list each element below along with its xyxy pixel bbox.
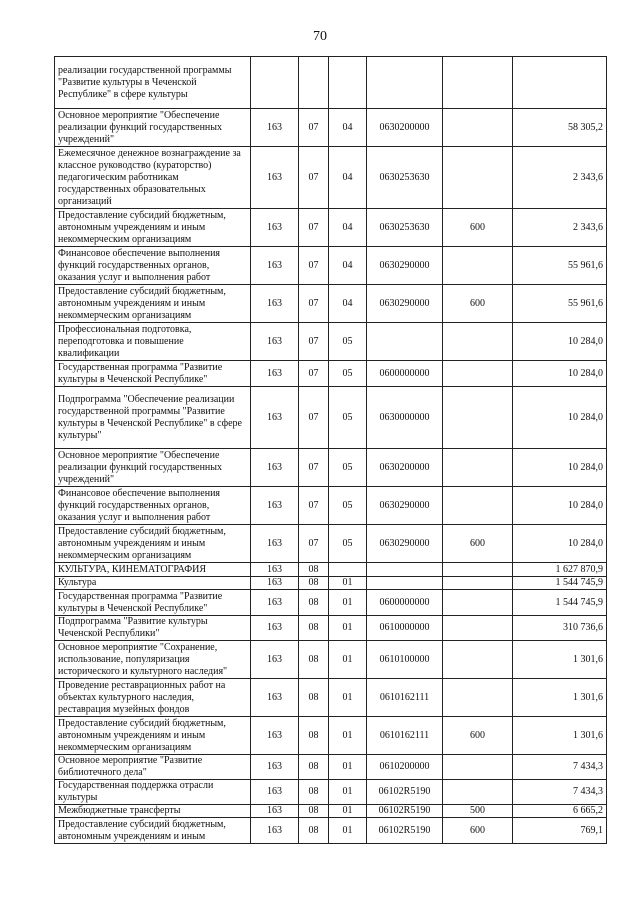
grbs-code-cell: 163 xyxy=(251,641,299,679)
expense-type-cell xyxy=(443,755,513,780)
section-code-cell: 07 xyxy=(299,449,329,487)
row-name-cell: Государственная программа "Развитие культуры в Чеченской Республике" xyxy=(55,361,251,387)
row-name-cell: Финансовое обеспечение выполнения функций государственных органов, оказания услуг и выполнения работ xyxy=(55,487,251,525)
grbs-code-cell: 163 xyxy=(251,679,299,717)
row-name-cell: Межбюджетные трансферты xyxy=(55,805,251,818)
grbs-code-cell: 163 xyxy=(251,805,299,818)
table-row xyxy=(55,285,607,323)
section-code-cell: 08 xyxy=(299,641,329,679)
section-code-cell: 08 xyxy=(299,717,329,755)
section-code-cell: 07 xyxy=(299,247,329,285)
grbs-code-cell: 163 xyxy=(251,818,299,844)
section-code-cell: 07 xyxy=(299,361,329,387)
section-code-cell: 08 xyxy=(299,780,329,805)
expense-type-cell: 600 xyxy=(443,717,513,755)
target-article-cell: 0610162111 xyxy=(367,679,443,717)
section-code-cell: 08 xyxy=(299,818,329,844)
row-name-cell: Основное мероприятие "Сохранение, использование, популяризация исторического и культурного наследия" xyxy=(55,641,251,679)
grbs-code-cell xyxy=(251,57,299,109)
expense-type-cell xyxy=(443,387,513,449)
table-row xyxy=(55,818,607,844)
grbs-code-cell: 163 xyxy=(251,487,299,525)
expense-type-cell xyxy=(443,641,513,679)
grbs-code-cell: 163 xyxy=(251,109,299,147)
grbs-code-cell: 163 xyxy=(251,563,299,577)
row-name-cell: КУЛЬТУРА, КИНЕМАТОГРАФИЯ xyxy=(55,563,251,577)
expense-type-cell xyxy=(443,247,513,285)
target-article-cell: 0630290000 xyxy=(367,247,443,285)
amount-cell: 1 627 870,9 xyxy=(513,563,607,577)
target-article-cell xyxy=(367,323,443,361)
budget-table xyxy=(54,56,607,844)
expense-type-cell xyxy=(443,616,513,641)
expense-type-cell: 500 xyxy=(443,805,513,818)
amount-cell: 10 284,0 xyxy=(513,323,607,361)
expense-type-cell: 600 xyxy=(443,525,513,563)
subsection-code-cell: 01 xyxy=(329,679,367,717)
target-article-cell: 0630253630 xyxy=(367,209,443,247)
amount-cell: 2 343,6 xyxy=(513,209,607,247)
expense-type-cell xyxy=(443,563,513,577)
section-code-cell: 08 xyxy=(299,805,329,818)
grbs-code-cell: 163 xyxy=(251,449,299,487)
grbs-code-cell: 163 xyxy=(251,755,299,780)
row-name-cell: Предоставление субсидий бюджетным, автономным учреждениям и иным некоммерческим организациям xyxy=(55,717,251,755)
amount-cell: 769,1 xyxy=(513,818,607,844)
section-code-cell: 07 xyxy=(299,147,329,209)
section-code-cell: 07 xyxy=(299,487,329,525)
row-name-cell: Государственная программа "Развитие культуры в Чеченской Республике" xyxy=(55,590,251,616)
grbs-code-cell: 163 xyxy=(251,717,299,755)
subsection-code-cell: 04 xyxy=(329,247,367,285)
table-row xyxy=(55,109,607,147)
amount-cell: 10 284,0 xyxy=(513,387,607,449)
target-article-cell: 0630000000 xyxy=(367,387,443,449)
amount-cell: 1 301,6 xyxy=(513,717,607,755)
table-row xyxy=(55,755,607,780)
amount-cell: 10 284,0 xyxy=(513,449,607,487)
amount-cell: 1 544 745,9 xyxy=(513,577,607,590)
table-row xyxy=(55,209,607,247)
subsection-code-cell: 05 xyxy=(329,361,367,387)
amount-cell: 7 434,3 xyxy=(513,780,607,805)
section-code-cell: 07 xyxy=(299,323,329,361)
amount-cell: 58 305,2 xyxy=(513,109,607,147)
subsection-code-cell: 04 xyxy=(329,209,367,247)
target-article-cell: 0630290000 xyxy=(367,525,443,563)
row-name-cell: Подпрограмма "Обеспечение реализации государственной программы "Развитие культуры в Чеченской Республике" в сфере культуры" xyxy=(55,387,251,449)
expense-type-cell xyxy=(443,57,513,109)
row-name-cell: Предоставление субсидий бюджетным, автономным учреждениям и иным некоммерческим организациям xyxy=(55,209,251,247)
amount-cell: 6 665,2 xyxy=(513,805,607,818)
subsection-code-cell: 04 xyxy=(329,109,367,147)
subsection-code-cell: 01 xyxy=(329,577,367,590)
section-code-cell xyxy=(299,57,329,109)
subsection-code-cell: 01 xyxy=(329,616,367,641)
subsection-code-cell: 01 xyxy=(329,641,367,679)
amount-cell: 2 343,6 xyxy=(513,147,607,209)
table-row xyxy=(55,487,607,525)
amount-cell: 1 301,6 xyxy=(513,641,607,679)
target-article-cell: 0610100000 xyxy=(367,641,443,679)
section-code-cell: 07 xyxy=(299,109,329,147)
amount-cell: 10 284,0 xyxy=(513,487,607,525)
subsection-code-cell: 01 xyxy=(329,818,367,844)
amount-cell xyxy=(513,57,607,109)
amount-cell: 7 434,3 xyxy=(513,755,607,780)
target-article-cell: 06102R5190 xyxy=(367,805,443,818)
subsection-code-cell: 05 xyxy=(329,387,367,449)
expense-type-cell: 600 xyxy=(443,818,513,844)
target-article-cell: 0630290000 xyxy=(367,487,443,525)
target-article-cell: 0600000000 xyxy=(367,590,443,616)
grbs-code-cell: 163 xyxy=(251,525,299,563)
subsection-code-cell: 05 xyxy=(329,449,367,487)
budget-table-body xyxy=(55,57,607,844)
section-code-cell: 08 xyxy=(299,755,329,780)
subsection-code-cell: 01 xyxy=(329,717,367,755)
row-name-cell: Основное мероприятие "Обеспечение реализации функций государственных учреждений" xyxy=(55,109,251,147)
table-row xyxy=(55,525,607,563)
row-name-cell: Предоставление субсидий бюджетным, автономным учреждениям и иным некоммерческим организациям xyxy=(55,525,251,563)
table-row xyxy=(55,780,607,805)
expense-type-cell xyxy=(443,109,513,147)
subsection-code-cell: 05 xyxy=(329,323,367,361)
table-row xyxy=(55,616,607,641)
amount-cell: 10 284,0 xyxy=(513,361,607,387)
target-article-cell xyxy=(367,563,443,577)
table-row xyxy=(55,361,607,387)
subsection-code-cell: 01 xyxy=(329,805,367,818)
table-row xyxy=(55,247,607,285)
grbs-code-cell: 163 xyxy=(251,387,299,449)
row-name-cell: Основное мероприятие "Обеспечение реализации функций государственных учреждений" xyxy=(55,449,251,487)
table-row xyxy=(55,449,607,487)
subsection-code-cell: 01 xyxy=(329,590,367,616)
row-name-cell: Государственная поддержка отрасли культуры xyxy=(55,780,251,805)
target-article-cell: 0630200000 xyxy=(367,109,443,147)
section-code-cell: 07 xyxy=(299,209,329,247)
expense-type-cell xyxy=(443,590,513,616)
table-row xyxy=(55,590,607,616)
grbs-code-cell: 163 xyxy=(251,247,299,285)
section-code-cell: 07 xyxy=(299,525,329,563)
target-article-cell: 06102R5190 xyxy=(367,818,443,844)
table-row xyxy=(55,323,607,361)
amount-cell: 55 961,6 xyxy=(513,285,607,323)
subsection-code-cell: 04 xyxy=(329,285,367,323)
table-row xyxy=(55,387,607,449)
target-article-cell xyxy=(367,577,443,590)
amount-cell: 55 961,6 xyxy=(513,247,607,285)
expense-type-cell xyxy=(443,361,513,387)
expense-type-cell xyxy=(443,487,513,525)
grbs-code-cell: 163 xyxy=(251,577,299,590)
row-name-cell: Основное мероприятие "Развитие библиотечного дела" xyxy=(55,755,251,780)
target-article-cell: 06102R5190 xyxy=(367,780,443,805)
amount-cell: 310 736,6 xyxy=(513,616,607,641)
expense-type-cell xyxy=(443,449,513,487)
section-code-cell: 08 xyxy=(299,590,329,616)
row-name-cell: реализации государственной программы "Развитие культуры в Чеченской Республике" в сфере культуры xyxy=(55,57,251,109)
row-name-cell: Проведение реставрационных работ на объектах культурного наследия, реставрация музейных фондов xyxy=(55,679,251,717)
expense-type-cell xyxy=(443,679,513,717)
row-name-cell: Предоставление субсидий бюджетным, автономным учреждениям и иным xyxy=(55,818,251,844)
grbs-code-cell: 163 xyxy=(251,590,299,616)
row-name-cell: Финансовое обеспечение выполнения функций государственных органов, оказания услуг и выполнения работ xyxy=(55,247,251,285)
target-article-cell: 0610200000 xyxy=(367,755,443,780)
table-row xyxy=(55,805,607,818)
grbs-code-cell: 163 xyxy=(251,323,299,361)
row-name-cell: Предоставление субсидий бюджетным, автономным учреждениям и иным некоммерческим организациям xyxy=(55,285,251,323)
amount-cell: 1 544 745,9 xyxy=(513,590,607,616)
grbs-code-cell: 163 xyxy=(251,285,299,323)
subsection-code-cell: 05 xyxy=(329,525,367,563)
subsection-code-cell: 05 xyxy=(329,487,367,525)
grbs-code-cell: 163 xyxy=(251,361,299,387)
section-code-cell: 08 xyxy=(299,563,329,577)
amount-cell: 1 301,6 xyxy=(513,679,607,717)
page-number: 70 xyxy=(313,29,327,44)
expense-type-cell xyxy=(443,577,513,590)
expense-type-cell xyxy=(443,780,513,805)
subsection-code-cell xyxy=(329,563,367,577)
grbs-code-cell: 163 xyxy=(251,209,299,247)
row-name-cell: Профессиональная подготовка, переподготовка и повышение квалификации xyxy=(55,323,251,361)
target-article-cell xyxy=(367,57,443,109)
expense-type-cell xyxy=(443,323,513,361)
grbs-code-cell: 163 xyxy=(251,616,299,641)
table-row xyxy=(55,641,607,679)
target-article-cell: 0630253630 xyxy=(367,147,443,209)
table-row xyxy=(55,147,607,209)
subsection-code-cell: 04 xyxy=(329,147,367,209)
table-row xyxy=(55,717,607,755)
table-row xyxy=(55,577,607,590)
grbs-code-cell: 163 xyxy=(251,780,299,805)
row-name-cell: Ежемесячное денежное вознаграждение за классное руководство (кураторство) педагогическим работникам государственных образовательных организаций xyxy=(55,147,251,209)
expense-type-cell: 600 xyxy=(443,285,513,323)
section-code-cell: 08 xyxy=(299,679,329,717)
grbs-code-cell: 163 xyxy=(251,147,299,209)
row-name-cell: Культура xyxy=(55,577,251,590)
target-article-cell: 0630200000 xyxy=(367,449,443,487)
expense-type-cell: 600 xyxy=(443,209,513,247)
expense-type-cell xyxy=(443,147,513,209)
subsection-code-cell xyxy=(329,57,367,109)
target-article-cell: 0610162111 xyxy=(367,717,443,755)
section-code-cell: 07 xyxy=(299,285,329,323)
table-row xyxy=(55,57,607,109)
table-row xyxy=(55,563,607,577)
section-code-cell: 08 xyxy=(299,577,329,590)
subsection-code-cell: 01 xyxy=(329,755,367,780)
target-article-cell: 0600000000 xyxy=(367,361,443,387)
table-row xyxy=(55,679,607,717)
amount-cell: 10 284,0 xyxy=(513,525,607,563)
section-code-cell: 08 xyxy=(299,616,329,641)
subsection-code-cell: 01 xyxy=(329,780,367,805)
row-name-cell: Подпрограмма "Развитие культуры Чеченской Республики" xyxy=(55,616,251,641)
target-article-cell: 0630290000 xyxy=(367,285,443,323)
section-code-cell: 07 xyxy=(299,387,329,449)
target-article-cell: 0610000000 xyxy=(367,616,443,641)
